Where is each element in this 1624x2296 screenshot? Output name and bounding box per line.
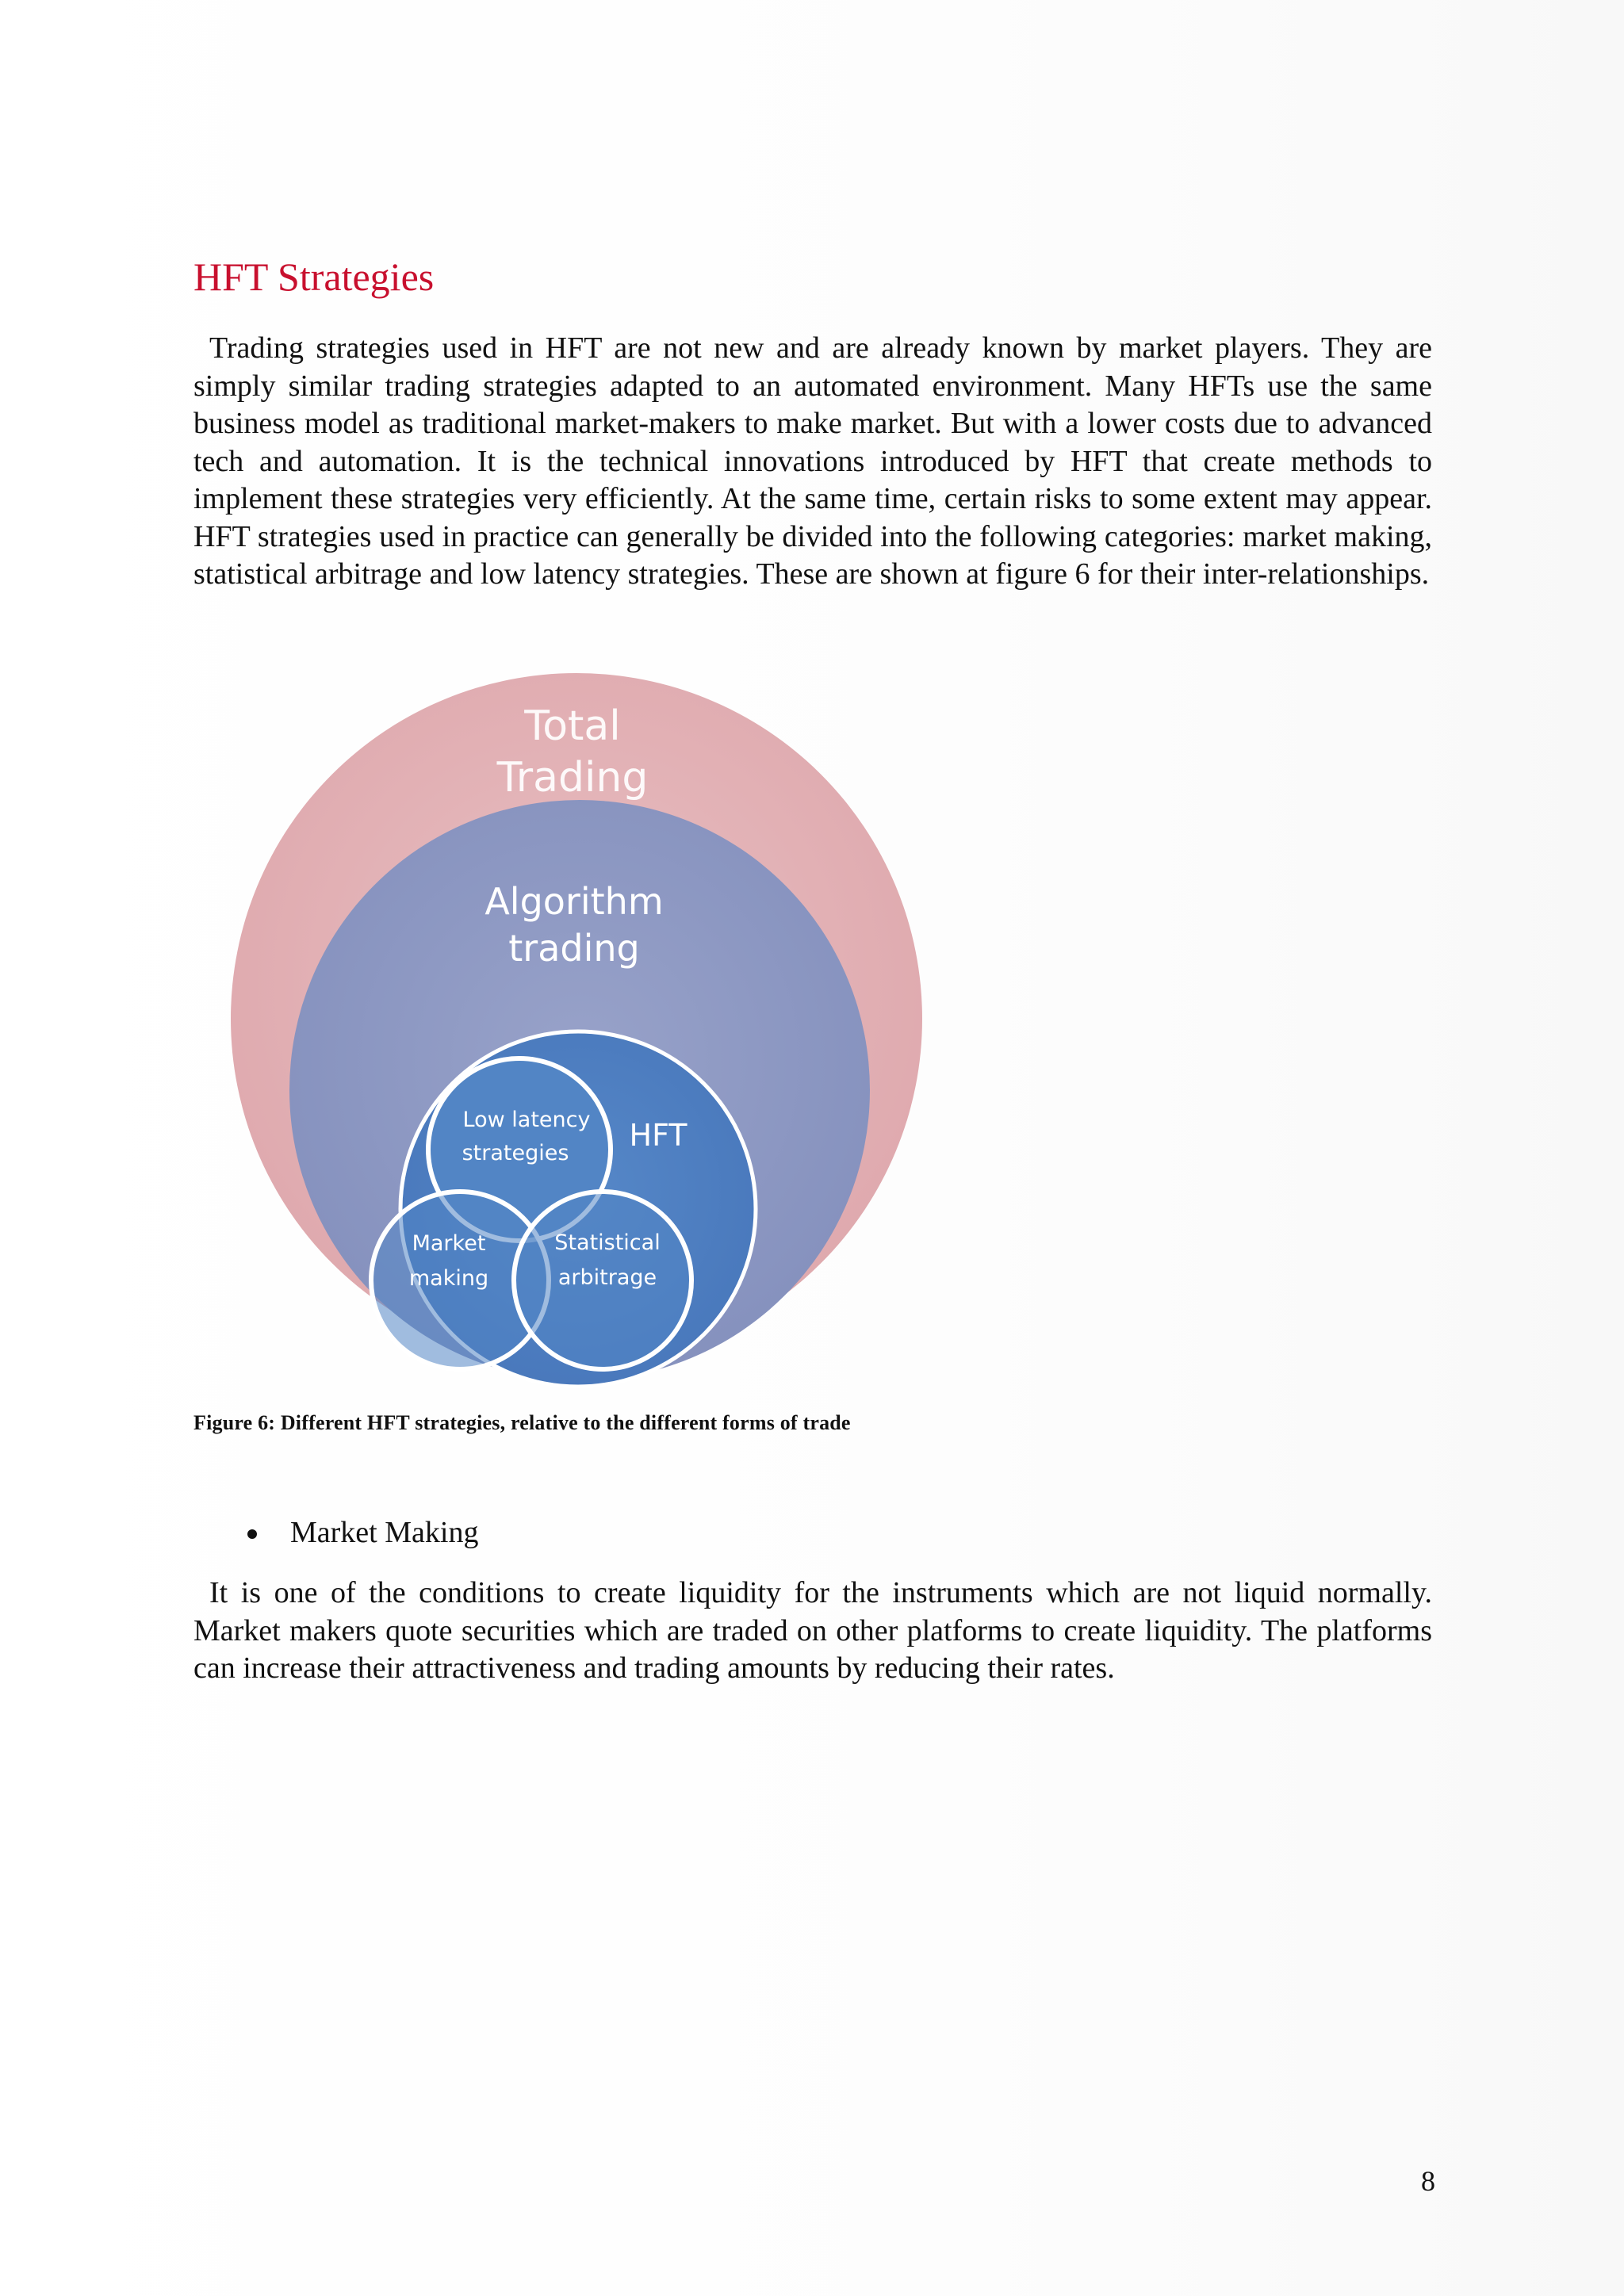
bullet-label: Market Making <box>290 1516 479 1549</box>
market-making-paragraph: It is one of the conditions to create liquidity for the instruments which are not liquid normally. Market makers quote securities which are traded on other platforms to create liquidity. The platforms can increase their attractiveness and trading amounts by reducing their rates. <box>193 1576 1432 1685</box>
statistical-arbitrage-label-line2: arbitrage <box>557 1265 657 1290</box>
low-latency-label-line2: strategies <box>462 1141 569 1165</box>
bullet-item-market-making <box>193 1514 478 1552</box>
algorithm-trading-label-line2: trading <box>508 927 640 970</box>
venn-diagram <box>198 662 944 1391</box>
hft-label: HFT <box>629 1118 688 1153</box>
hft-venn-figure <box>198 662 944 1391</box>
market-making-label-line1: Market <box>412 1231 486 1256</box>
market-making-label-line2: making <box>408 1266 489 1291</box>
bullet-dot <box>247 1529 257 1539</box>
figure-caption: Figure 6: Different HFT strategies, relative to the different forms of trade <box>193 1411 851 1434</box>
intro-paragraph: Trading strategies used in HFT are not new and are already known by market players. They are simply similar trading strategies adapted to an automated environment. Many HFTs use the same business model as traditional market-makers to make market. But with a lower costs due to advanced tech and automation. It is the technical innovations introduced by HFT that create methods to implement these strategies very efficiently. At the same time, certain risks to some extent may appear. HFT strategies used in practice can generally be divided into the following categories: market making, statistical arbitrage and low latency strategies. These are shown at figure 6 for their inter-relationships. <box>193 331 1432 591</box>
section-heading: HFT Strategies <box>193 254 435 299</box>
bullet-list <box>193 1514 478 1552</box>
total-trading-label-line2: Trading <box>496 754 649 802</box>
total-trading-label-line1: Total <box>524 702 621 750</box>
page-number: 8 <box>1421 2165 1435 2197</box>
algorithm-trading-label-line1: Algorithm <box>485 880 664 923</box>
statistical-arbitrage-label-line1: Statistical <box>554 1230 661 1255</box>
low-latency-label-line1: Low latency <box>462 1108 591 1132</box>
